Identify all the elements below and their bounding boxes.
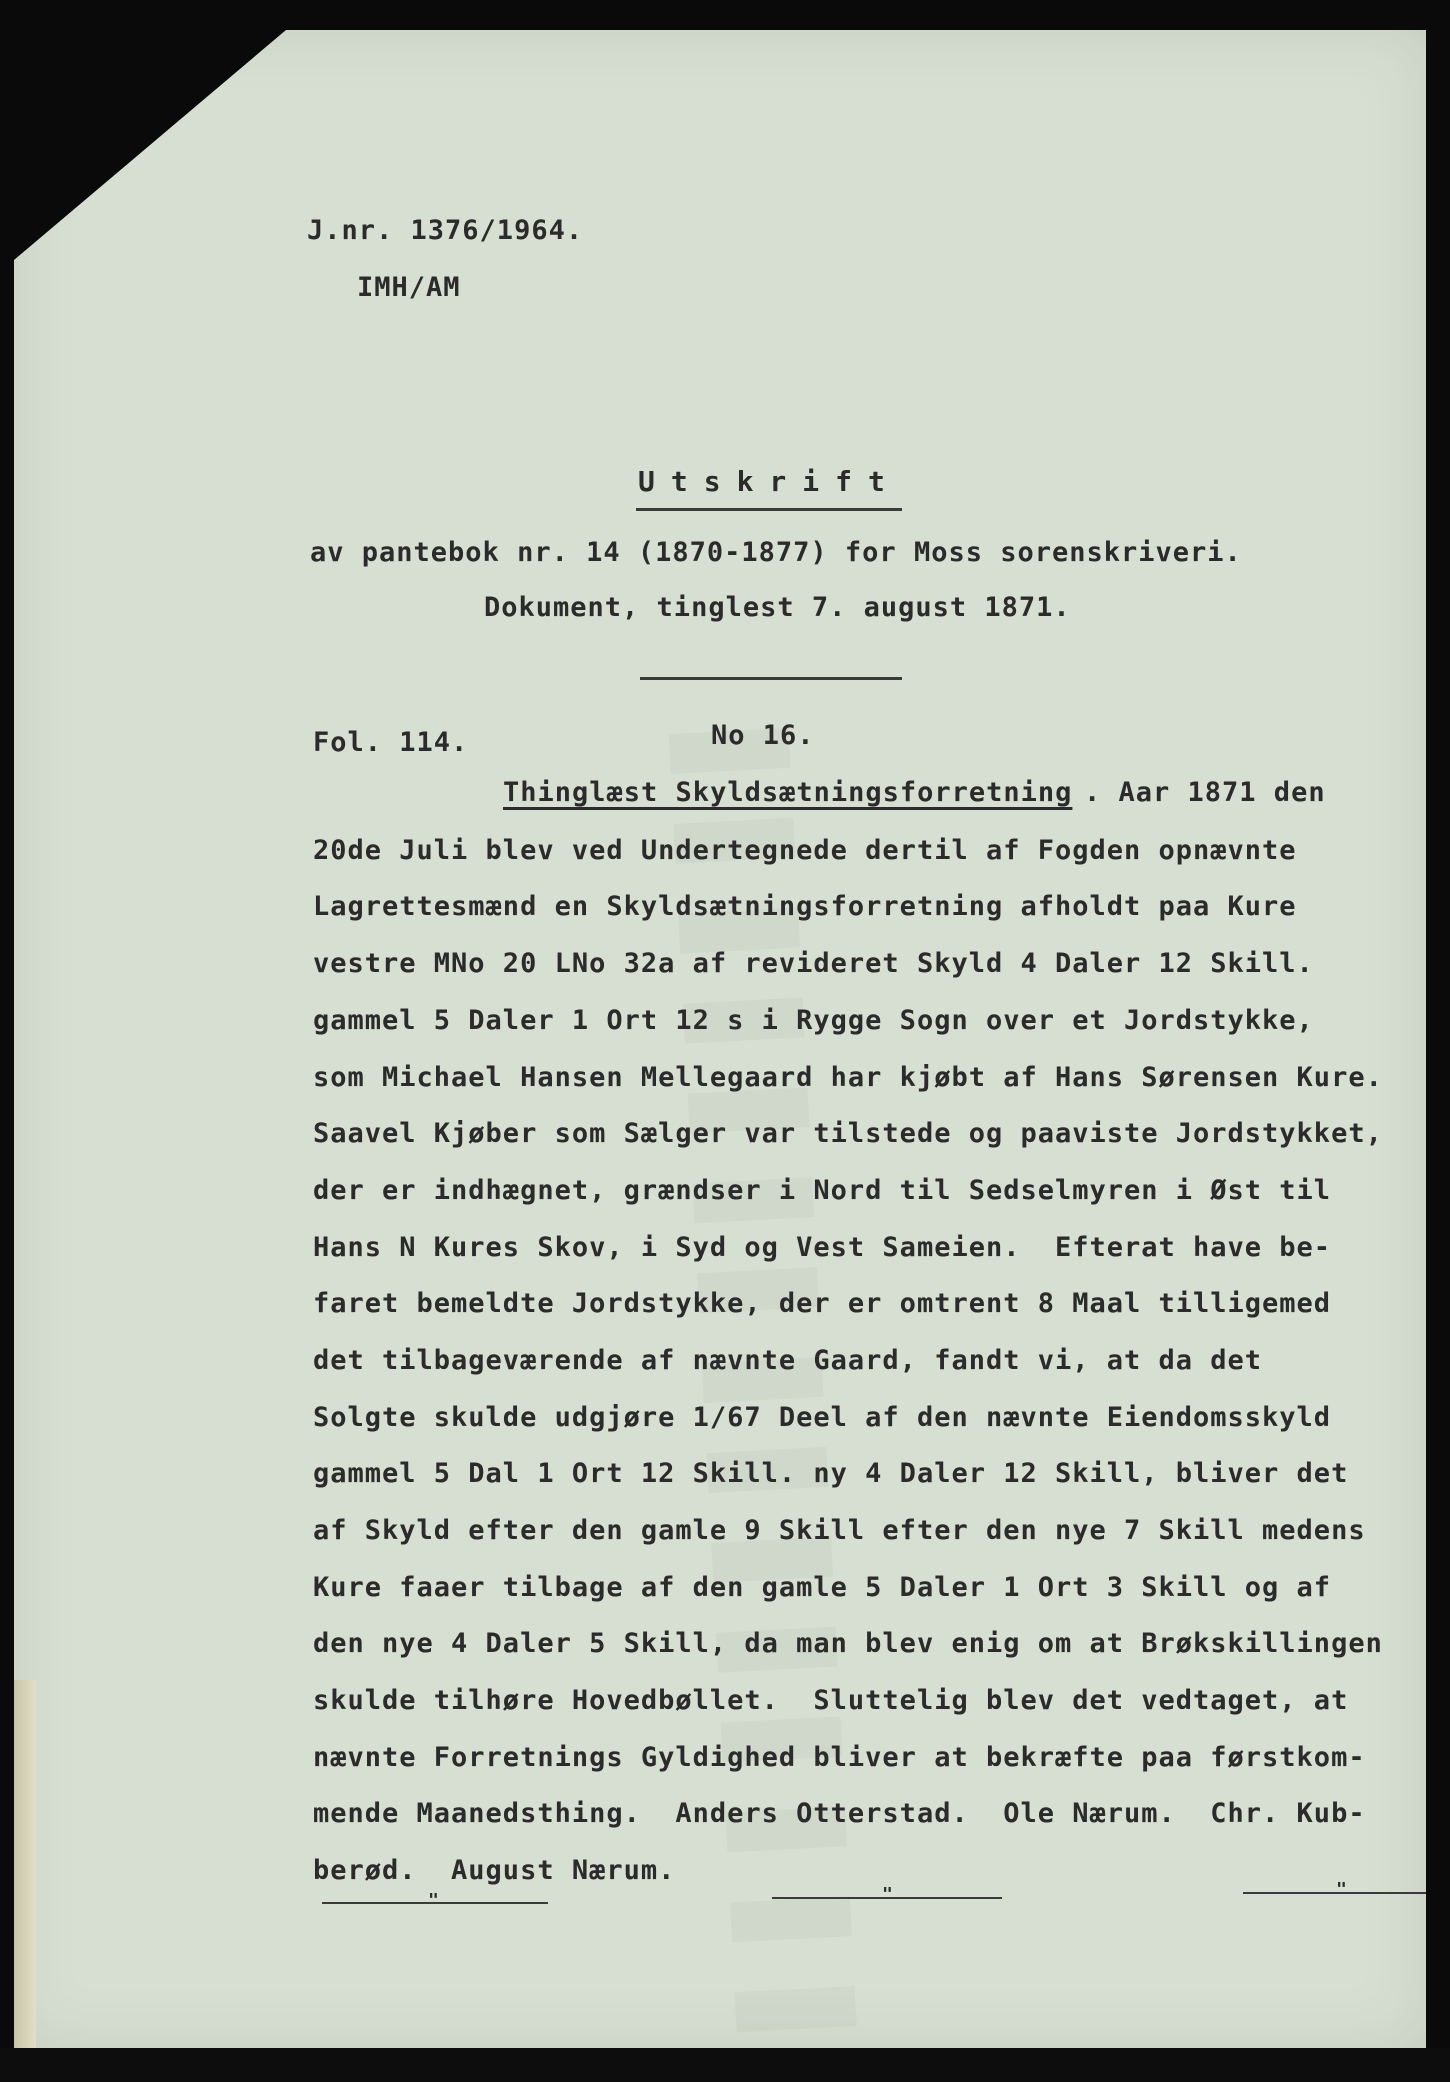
subtitle-source: av pantebok nr. 14 (1870-1877) for Moss sorenskriveri.	[310, 537, 1242, 568]
body-line: Kure faaer tilbage af den gamle 5 Daler 1 Ort 3 Skill og af	[313, 1572, 1332, 1603]
ditto-mark: "	[428, 1890, 439, 1911]
document-number: No 16.	[711, 720, 815, 751]
body-line: af Skyld efter den gamle 9 Skill efter den nye 7 Skill medens	[313, 1515, 1366, 1546]
document-title: Utskrift	[638, 465, 901, 498]
body-line: som Michael Hansen Mellegaard har kjøbt af Hans Sørensen Kure.	[313, 1062, 1383, 1093]
body-line: faret bemeldte Jordstykke, der er omtrent 8 Maal tilligemed	[313, 1288, 1332, 1319]
body-line: Lagrettesmænd en Skyldsætningsforretning afholdt paa Kure	[313, 891, 1297, 922]
initials: IMH/AM	[357, 272, 461, 303]
body-line: gammel 5 Daler 1 Ort 12 s i Rygge Sogn over et Jordstykke,	[313, 1005, 1314, 1036]
journal-number: J.nr. 1376/1964.	[307, 215, 584, 246]
body-line: Saavel Kjøber som Sælger var tilstede og paaviste Jordstykket,	[313, 1118, 1383, 1149]
body-heading: Thinglæst Skyldsætningsforretning	[503, 777, 1073, 808]
ditto-mark: "	[882, 1884, 893, 1905]
body-line: gammel 5 Dal 1 Ort 12 Skill. ny 4 Daler 12 Skill, bliver det	[313, 1458, 1349, 1489]
body-line: vestre MNo 20 LNo 32a af revideret Skyld 4 Daler 12 Skill.	[313, 948, 1314, 979]
body-line: Hans N Kures Skov, i Syd og Vest Sameien. Efterat have be-	[313, 1232, 1332, 1263]
body-line: skulde tilhøre Hovedbøllet. Sluttelig blev det vedtaget, at	[313, 1685, 1349, 1716]
signature-line	[1243, 1892, 1426, 1894]
ditto-mark: "	[1336, 1879, 1347, 1900]
folio-number: Fol. 114.	[313, 727, 469, 758]
body-line: . Aar 1871 den	[1084, 777, 1326, 808]
body-line: den nye 4 Daler 5 Skill, da man blev enig om at Brøkskillingen	[313, 1628, 1383, 1659]
body-line: berød. August Nærum.	[313, 1855, 676, 1886]
body-line: mende Maanedsthing. Anders Otterstad. Ole Nærum. Chr. Kub-	[313, 1798, 1366, 1829]
body-line: det tilbageværende af nævnte Gaard, fandt vi, at da det	[313, 1345, 1263, 1376]
subtitle-date: Dokument, tinglest 7. august 1871.	[484, 592, 1071, 623]
body-line: Solgte skulde udgjøre 1/67 Deel af den nævnte Eiendomsskyld	[313, 1402, 1332, 1433]
body-line: nævnte Forretnings Gyldighed bliver at bekræfte paa førstkom-	[313, 1742, 1366, 1773]
body-line: 20de Juli blev ved Undertegnede dertil af Fogden opnævnte	[313, 835, 1297, 866]
body-line: der er indhægnet, grændser i Nord til Sedselmyren i Øst til	[313, 1175, 1332, 1206]
